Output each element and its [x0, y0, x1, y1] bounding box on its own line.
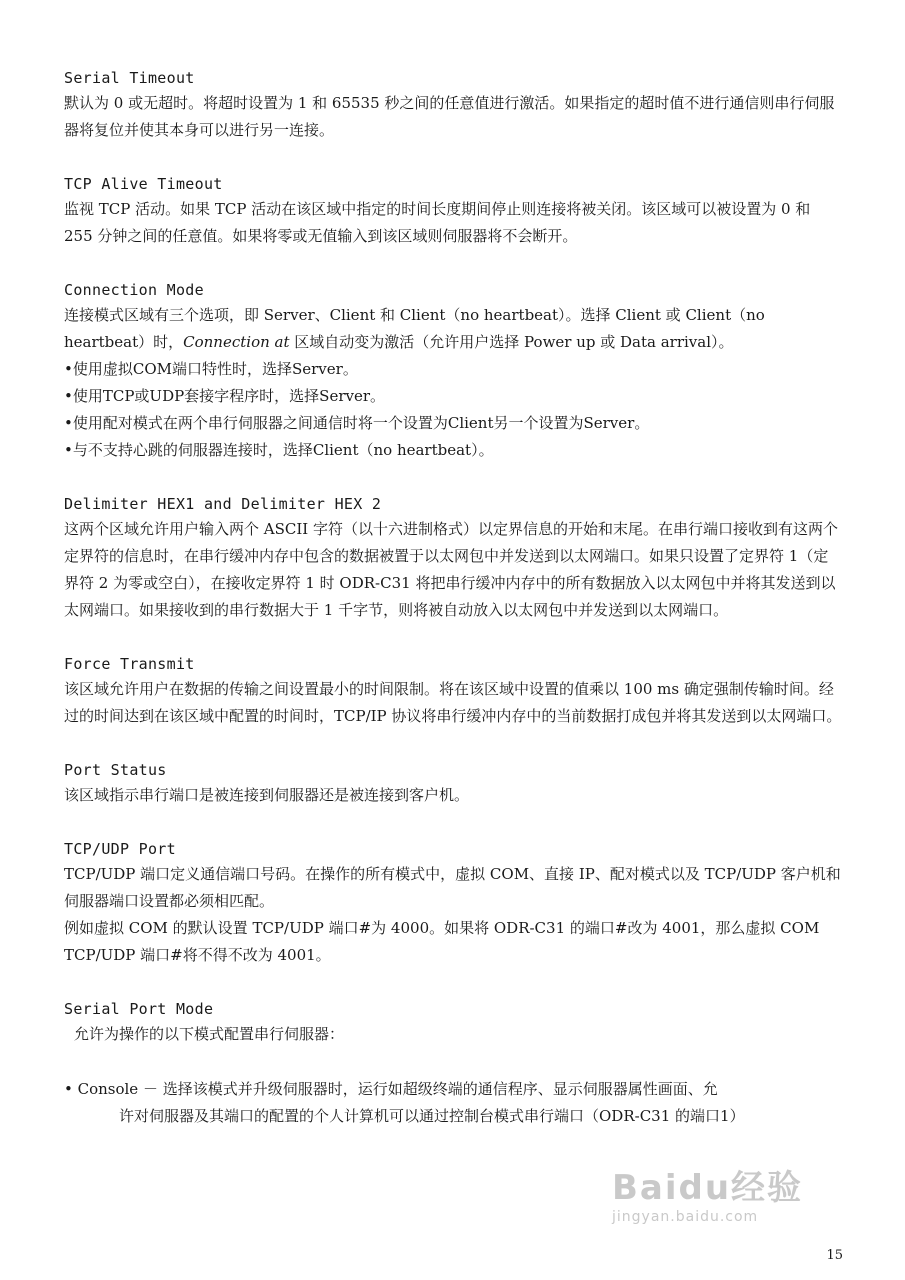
- tcp-alive-heading: TCP Alive Timeout: [64, 175, 223, 193]
- connection-at-term: Connection at: [183, 333, 290, 351]
- tcp-udp-port-text-2: 例如虚拟 COM 的默认设置 TCP/UDP 端口#为 4000。如果将 ODR-C31 的端口#改为 4001，那么虚拟 COM TCP/UDP 端口#将不得不改为 4001。: [64, 919, 820, 964]
- watermark-logo: Baidu经验: [612, 1168, 804, 1208]
- connection-bullet: •使用虚拟COM端口特性时，选择Server。: [64, 360, 358, 378]
- serial-timeout-heading: Serial Timeout: [64, 69, 195, 87]
- connection-bullet: •使用TCP或UDP套接字程序时，选择Server。: [64, 387, 386, 405]
- connection-mode-text-a: 连接模式区域有三个选项，即 Server、Client 和 Client（no heartbeat）。选择 Client 或 Client（no heartbeat）时，: [64, 306, 765, 351]
- console-mode-item: [64, 1076, 842, 1130]
- baidu-watermark: [612, 1160, 862, 1244]
- console-line-2: 许对伺服器及其端口的配置的个人计算机可以通过控制台模式串行端口（ODR-C31 的端口1）: [119, 1107, 745, 1125]
- delimiter-text: 这两个区域允许用户输入两个 ASCII 字符（以十六进制格式）以定界信息的开始和末尾。在串行端口接收到有这两个定界符的信息时，在串行缓冲内存中包含的数据被置于以太网包中并发送到以太网端口。如果只设置了定界符 1（定界符 2 为零或空白），在接收定界符 1 时 ODR-C31 将把串行缓冲内存中的所有数据放入以太网包中并将其发送到以太网端口。如果接收到的串行数据大于 1 千字节，则将被自动放入以太网包中并发送到以太网端口。: [64, 520, 838, 619]
- serial-port-mode-heading: Serial Port Mode: [64, 1000, 214, 1018]
- watermark-url: jingyan.baidu.com: [612, 1209, 759, 1225]
- force-transmit-heading: Force Transmit: [64, 655, 195, 673]
- serial-timeout-text: 默认为 0 或无超时。将超时设置为 1 和 65535 秒之间的任意值进行激活。如果指定的超时值不进行通信则串行伺服器将复位并使其本身可以进行另一连接。: [64, 94, 835, 139]
- page-number: 15: [826, 1248, 843, 1263]
- tcp-udp-port-heading: TCP/UDP Port: [64, 840, 176, 858]
- serial-port-mode-text: 允许为操作的以下模式配置串行伺服器：: [74, 1025, 345, 1043]
- force-transmit-text: 该区域允许用户在数据的传输之间设置最小的时间限制。将在该区域中设置的值乘以 100 ms 确定强制传输时间。经过的时间达到在该区域中配置的时间时，TCP/IP 协议将串行缓冲内存中的当前数据打成包并将其发送到以太网端口。: [64, 680, 842, 725]
- connection-mode-text-b: 区域自动变为激活（允许用户选择 Power up 或 Data arrival）。: [289, 333, 734, 351]
- connection-mode-text: [64, 302, 842, 356]
- delimiter-heading: Delimiter HEX1 and Delimiter HEX 2: [64, 495, 382, 513]
- tcp-udp-port-text-1: TCP/UDP 端口定义通信端口号码。在操作的所有模式中，虚拟 COM、直接 IP、配对模式以及 TCP/UDP 客户机和伺服器端口设置都必须相匹配。: [64, 865, 841, 910]
- port-status-text: 该区域指示串行端口是被连接到伺服器还是被连接到客户机。: [64, 786, 470, 804]
- console-line-1: • Console － 选择该模式并升级伺服器时，运行如超级终端的通信程序、显示伺服器属性画面、允: [64, 1080, 718, 1098]
- tcp-alive-text: 监视 TCP 活动。如果 TCP 活动在该区域中指定的时间长度期间停止则连接将被关闭。该区域可以被设置为 0 和 255 分钟之间的任意值。如果将零或无值输入到该区域则伺服器将不会断开。: [64, 200, 811, 245]
- connection-bullet: •与不支持心跳的伺服器连接时，选择Client（no heartbeat）。: [64, 441, 494, 459]
- port-status-heading: Port Status: [64, 761, 167, 779]
- connection-bullet: •使用配对模式在两个串行伺服器之间通信时将一个设置为Client另一个设置为Server。: [64, 414, 650, 432]
- document-body: [64, 66, 842, 1130]
- connection-mode-heading: Connection Mode: [64, 281, 204, 299]
